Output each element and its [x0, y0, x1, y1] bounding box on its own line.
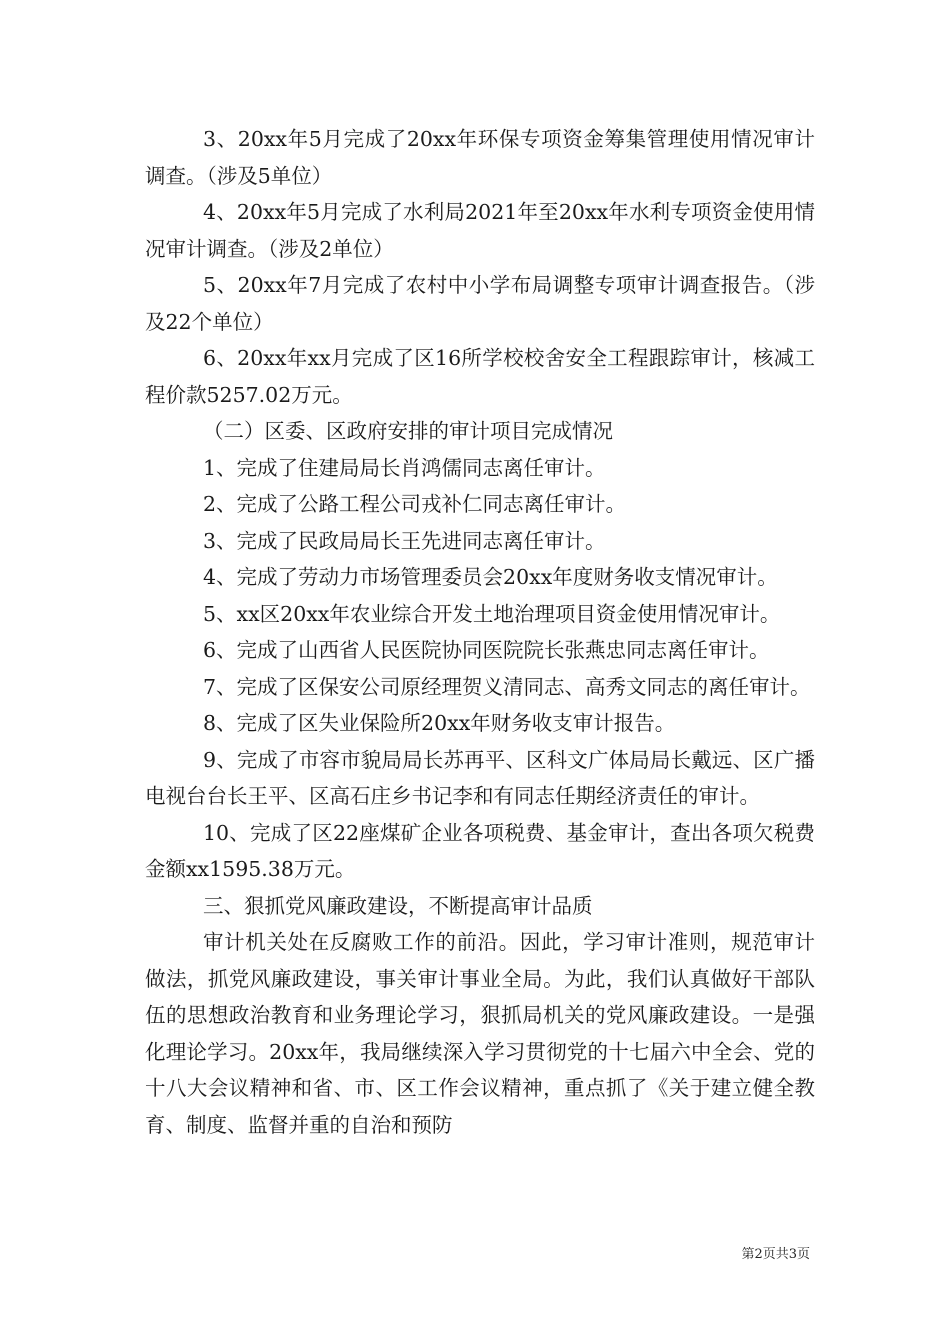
- paragraph-item-8: 8、完成了区失业保险所20xx年财务收支审计报告。: [203, 711, 676, 735]
- paragraph-item-6: 6、完成了山西省人民医院协同医院院长张燕忠同志离任审计。: [203, 638, 770, 662]
- section-heading-district-projects: （二）区委、区政府安排的审计项目完成情况: [203, 419, 613, 443]
- document-body: [145, 121, 815, 1143]
- paragraph-item-10: 10、完成了区22座煤矿企业各项税费、基金审计，查出各项欠税费金额xx1595.38万元。: [145, 820, 815, 881]
- paragraph-integrity-body: 审计机关处在反腐败工作的前沿。因此，学习审计准则，规范审计做法，抓党风廉政建设，事关审计事业全局。为此，我们认真做好干部队伍的思想政治教育和业务理论学习，狠抓局机关的党风廉政建设。一是强化理论学习。20xx年，我局继续深入学习贯彻党的十七届六中全会、党的十八大会议精神和省、市、区工作会议精神，重点抓了《关于建立健全教育、制度、监督并重的自治和预防: [145, 930, 815, 1137]
- paragraph-item-3-env: 3、20xx年5月完成了20xx年环保专项资金筹集管理使用情况审计调查。（涉及5单位）: [145, 127, 815, 188]
- paragraph-item-4-water: 4、20xx年5月完成了水利局2021年至20xx年水利专项资金使用情况审计调查。（涉及2单位）: [145, 200, 815, 261]
- paragraph-item-6-school-safety: 6、20xx年xx月完成了区16所学校校舍安全工程跟踪审计，核减工程价款5257.02万元。: [145, 346, 815, 407]
- paragraph-item-9: 9、完成了市容市貌局局长苏再平、区科文广体局局长戴远、区广播电视台台长王平、区高石庄乡书记李和有同志任期经济责任的审计。: [145, 747, 815, 808]
- paragraph-item-4: 4、完成了劳动力市场管理委员会20xx年度财务收支情况审计。: [203, 565, 778, 589]
- paragraph-item-2: 2、完成了公路工程公司戎补仁同志离任审计。: [203, 492, 627, 516]
- paragraph-item-1: 1、完成了住建局局长肖鸿儒同志离任审计。: [203, 455, 606, 480]
- section-heading-integrity: 三、狠抓党风廉政建设，不断提高审计品质: [203, 893, 593, 918]
- paragraph-item-5-school-layout: 5、20xx年7月完成了农村中小学布局调整专项审计调查报告。（涉及22个单位）: [145, 273, 815, 334]
- paragraph-item-7: 7、完成了区保安公司原经理贺义清同志、高秀文同志的离任审计。: [203, 674, 811, 699]
- paragraph-item-5: 5、xx区20xx年农业综合开发土地治理项目资金使用情况审计。: [203, 601, 781, 626]
- page-number-footer: 第2页共3页: [741, 1247, 810, 1262]
- paragraph-item-3: 3、完成了民政局局长王先进同志离任审计。: [203, 528, 606, 553]
